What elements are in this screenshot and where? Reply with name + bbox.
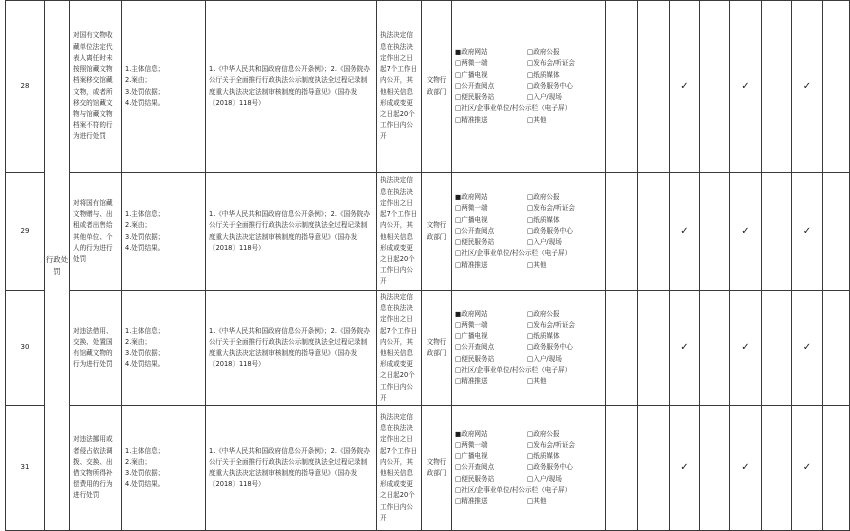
channel-option: □两微一端	[455, 59, 488, 68]
row-number: 29	[6, 173, 45, 291]
check-cell: ✓	[670, 406, 700, 531]
content-line: 4.处罚结果。	[125, 480, 165, 489]
channel-option: □纸质媒体	[527, 70, 560, 79]
channel-option: ■政府网站	[455, 429, 488, 438]
channel-option: □广播电视	[455, 70, 488, 79]
check-cell	[700, 406, 730, 531]
content-line: 4.处罚结果。	[125, 243, 165, 252]
channel-option: □两微一端	[455, 320, 488, 329]
dept-cell: 文物行政部门	[422, 1, 452, 173]
timing-cell: 执法决定信息在执法决定作出之日起7个工作日内公开，其他相关信息形成或变更之日起20个工作日内公开	[377, 173, 422, 291]
channel-option: □精准推送	[455, 260, 488, 269]
channel-option: □纸质媒体	[527, 332, 560, 341]
channel-option: □广播电视	[455, 215, 488, 224]
table-row	[6, 173, 850, 291]
content-cell	[122, 1, 206, 173]
check-cell	[762, 406, 792, 531]
channel-cell	[452, 173, 606, 291]
channel-option: □政务服务中心	[527, 343, 573, 352]
item-cell: 对将国有馆藏文物赠与、出租或者出售给其他单位、个人的行为进行处罚	[70, 173, 122, 291]
check-cell	[762, 291, 792, 406]
dept-cell: 文物行政部门	[422, 406, 452, 531]
check-cell	[823, 173, 850, 291]
row-number: 30	[6, 291, 45, 406]
check-cell	[606, 173, 638, 291]
content-line: 3.处罚依据；	[125, 349, 165, 357]
content-line: 1.主体信息；	[125, 446, 165, 455]
channel-option: □发布会/听证会	[527, 440, 576, 449]
check-cell: ✓	[730, 291, 762, 406]
basis-cell: 1.《中华人民共和国政府信息公开条例》；2.《国务院办公厅关于全面推行行政执法公示制度执法全过程记录制度重大执法决定法制审核制度的指导意见》（国办发〔2018〕118号）	[206, 291, 377, 406]
content-line: 2.案由；	[125, 221, 152, 230]
check-cell	[823, 406, 850, 531]
channel-option: □政府公报	[527, 429, 560, 438]
channel-option: □两微一端	[455, 440, 488, 449]
content-line: 2.案由；	[125, 76, 152, 85]
item-cell: 对违法挪用或者侵占依法调拨、交换、出借文物所得补偿费用的行为进行处罚	[70, 406, 122, 531]
channel-option: □其他	[527, 260, 547, 269]
channel-cell	[452, 291, 606, 406]
channel-option: ■政府网站	[455, 48, 488, 57]
check-cell: ✓	[792, 1, 823, 173]
channel-option: □社区/企事业单位/村公示栏（电子屏）	[455, 249, 572, 258]
channel-option: □广播电视	[455, 332, 488, 341]
channel-option: □广播电视	[455, 452, 488, 461]
content-line: 4.处罚结果。	[125, 98, 165, 107]
check-cell: ✓	[730, 1, 762, 173]
channel-option: □纸质媒体	[527, 452, 560, 461]
channel-option: □政府公报	[527, 48, 560, 57]
check-cell: ✓	[792, 406, 823, 531]
channel-cell	[452, 1, 606, 173]
channel-option: □政务服务中心	[527, 463, 573, 472]
table-row	[6, 291, 850, 406]
channel-option: □便民服务站	[455, 474, 495, 483]
content-cell	[122, 173, 206, 291]
channel-option: □便民服务站	[455, 238, 495, 247]
content-line: 2.案由；	[125, 457, 152, 466]
channel-option: ■政府网站	[455, 309, 488, 318]
channel-option: □精准推送	[455, 377, 488, 385]
check-cell	[606, 291, 638, 406]
channel-option: □发布会/听证会	[527, 59, 576, 68]
channel-cell	[452, 406, 606, 531]
channel-option: □政府公报	[527, 193, 560, 202]
basis-cell: 1.《中华人民共和国政府信息公开条例》；2.《国务院办公厅关于全面推行行政执法公示制度执法全过程记录制度重大执法决定法制审核制度的指导意见》（国办发〔2018〕118号）	[206, 173, 377, 291]
table-row	[6, 406, 850, 531]
channel-option: □社区/企事业单位/村公示栏（电子屏）	[455, 485, 572, 494]
table-row	[6, 1, 850, 173]
content-line: 1.主体信息；	[125, 65, 165, 74]
dept-cell: 文物行政部门	[422, 173, 452, 291]
channel-option: □政务服务中心	[527, 226, 573, 235]
dept-cell: 文物行政部门	[422, 291, 452, 406]
row-number: 28	[6, 1, 45, 173]
content-line: 3.处罚依据；	[125, 87, 165, 96]
channel-option: □发布会/听证会	[527, 204, 576, 213]
basis-cell: 1.《中华人民共和国政府信息公开条例》；2.《国务院办公厅关于全面推行行政执法公示制度执法全过程记录制度重大执法决定法制审核制度的指导意见》（国办发〔2018〕118号）	[206, 406, 377, 531]
channel-option: □公开查阅点	[455, 463, 495, 472]
check-cell: ✓	[670, 173, 700, 291]
item-cell: 对违法借用、交换、处置国有馆藏文物的行为进行处罚	[70, 291, 122, 406]
check-cell	[700, 1, 730, 173]
category-cell	[45, 1, 70, 531]
channel-option: □精准推送	[455, 497, 488, 505]
row-number: 31	[6, 406, 45, 531]
channel-option: □政府公报	[527, 309, 560, 318]
check-cell	[823, 291, 850, 406]
channel-option: ■政府网站	[455, 193, 488, 202]
check-cell	[638, 173, 670, 291]
check-cell: ✓	[730, 173, 762, 291]
channel-option: □两微一端	[455, 204, 488, 213]
check-cell	[638, 406, 670, 531]
content-line: 3.处罚依据；	[125, 232, 165, 241]
channel-option: □其他	[527, 115, 547, 124]
channel-option: □社区/企事业单位/村公示栏（电子屏）	[455, 104, 572, 113]
content-line: 2.案由；	[125, 337, 152, 346]
channel-option: □公开查阅点	[455, 226, 495, 235]
check-cell	[606, 406, 638, 531]
channel-option: □其他	[527, 377, 547, 385]
check-cell	[762, 173, 792, 291]
content-line: 4.处罚结果。	[125, 360, 165, 369]
channel-option: □发布会/听证会	[527, 320, 576, 329]
timing-cell: 执法决定信息在执法决定作出之日起7个工作日内公开，其他相关信息形成或变更之日起20个工作日内公开	[377, 406, 422, 531]
disclosure-table	[5, 0, 850, 531]
content-line: 1.主体信息；	[125, 210, 165, 219]
check-cell: ✓	[670, 1, 700, 173]
timing-cell: 执法决定信息在执法决定作出之日起7个工作日内公开，其他相关信息形成或变更之日起20个工作日内公开	[377, 1, 422, 173]
check-cell: ✓	[670, 291, 700, 406]
channel-option: □便民服务站	[455, 354, 495, 363]
channel-option: □入户/现场	[527, 93, 562, 102]
check-cell	[638, 291, 670, 406]
channel-option: □精准推送	[455, 115, 488, 124]
content-line: 3.处罚依据；	[125, 469, 165, 477]
check-cell	[606, 1, 638, 173]
content-cell	[122, 406, 206, 531]
content-cell	[122, 291, 206, 406]
item-cell: 对国有文物收藏单位法定代表人离任时未按照馆藏文物档案移交馆藏文物，或者所移交的馆藏文物与馆藏文物档案不符的行为进行处罚	[70, 1, 122, 173]
check-cell	[700, 291, 730, 406]
category-label: 行政处罚	[45, 254, 69, 276]
channel-option: □纸质媒体	[527, 215, 560, 224]
check-cell: ✓	[792, 291, 823, 406]
channel-option: □公开查阅点	[455, 81, 495, 90]
check-cell	[762, 1, 792, 173]
channel-option: □入户/现场	[527, 474, 562, 483]
content-line: 1.主体信息；	[125, 326, 165, 335]
channel-option: □政务服务中心	[527, 81, 573, 90]
check-cell: ✓	[730, 406, 762, 531]
channel-option: □入户/现场	[527, 354, 562, 363]
channel-option: □社区/企事业单位/村公示栏（电子屏）	[455, 365, 572, 374]
check-cell	[823, 1, 850, 173]
channel-option: □公开查阅点	[455, 343, 495, 352]
check-cell	[700, 173, 730, 291]
check-cell	[638, 1, 670, 173]
channel-option: □便民服务站	[455, 93, 495, 102]
channel-option: □其他	[527, 497, 547, 505]
timing-cell: 执法决定信息在执法决定作出之日起7个工作日内公开，其他相关信息形成或变更之日起20个工作日内公开	[377, 291, 422, 406]
basis-cell: 1.《中华人民共和国政府信息公开条例》；2.《国务院办公厅关于全面推行行政执法公示制度执法全过程记录制度重大执法决定法制审核制度的指导意见》（国办发〔2018〕118号）	[206, 1, 377, 173]
check-cell: ✓	[792, 173, 823, 291]
channel-option: □入户/现场	[527, 238, 562, 247]
